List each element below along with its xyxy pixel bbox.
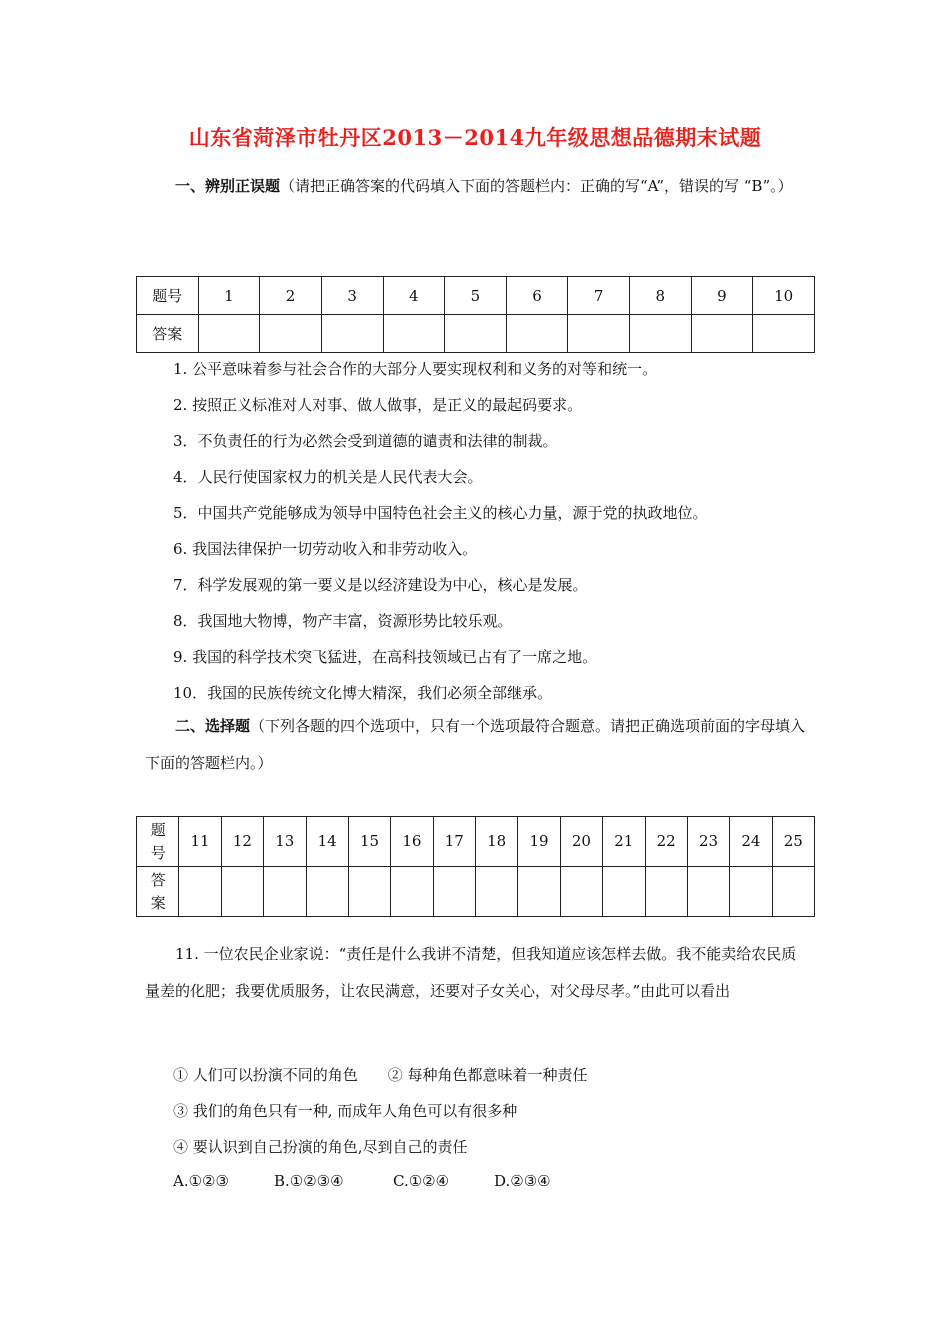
table1-number: 5	[445, 277, 507, 315]
answer-table-1	[136, 276, 815, 353]
q11-options	[173, 1172, 551, 1190]
statement-6: 6. 我国法律保护一切劳动收入和非劳动收入。	[173, 540, 478, 558]
table2-number: 16	[391, 817, 433, 867]
table2-number: 25	[772, 817, 814, 867]
section2-instruction: （下列各题的四个选项中，只有一个选项最符合题意。请把正确选项前面的字母填入下面的答题栏内。）	[145, 717, 806, 772]
table2-number: 17	[433, 817, 475, 867]
table2-number: 21	[603, 817, 645, 867]
table2-number-row	[137, 817, 815, 867]
table2-row-label: 题号	[137, 817, 179, 867]
answer-cell[interactable]	[445, 315, 507, 353]
table1-row-label: 题号	[137, 277, 199, 315]
answer-cell[interactable]	[476, 867, 518, 917]
answer-cell[interactable]	[179, 867, 221, 917]
table1-number: 10	[753, 277, 815, 315]
table2-number: 14	[306, 817, 348, 867]
table1-number: 1	[198, 277, 260, 315]
table2-number: 23	[687, 817, 729, 867]
statement-2: 2. 按照正义标准对人对事、做人做事，是正义的最起码要求。	[173, 396, 583, 414]
statement-9: 9. 我国的科学技术突飞猛进，在高科技领域已占有了一席之地。	[173, 648, 598, 666]
answer-cell[interactable]	[198, 315, 260, 353]
statement-7: 7．科学发展观的第一要义是以经济建设为中心，核心是发展。	[173, 576, 588, 594]
statement-3: 3．不负责任的行为必然会受到道德的谴责和法律的制裁。	[173, 432, 558, 450]
section2-intro	[145, 708, 810, 782]
q11-statement-1: ① 人们可以扮演不同的角色	[173, 1066, 358, 1084]
table1-number: 7	[568, 277, 630, 315]
option-a[interactable]: A.①②③	[173, 1172, 229, 1190]
statement-4: 4．人民行使国家权力的机关是人民代表大会。	[173, 468, 483, 486]
answer-cell[interactable]	[772, 867, 814, 917]
section1-instruction: （请把正确答案的代码填入下面的答题栏内：正确的写“A”，错误的写 “B”。）	[280, 177, 793, 195]
table2-number: 11	[179, 817, 221, 867]
table1-number-row	[137, 277, 815, 315]
table2-number: 12	[221, 817, 263, 867]
answer-cell[interactable]	[260, 315, 322, 353]
answer-cell[interactable]	[221, 867, 263, 917]
answer-cell[interactable]	[264, 867, 306, 917]
answer-cell[interactable]	[687, 867, 729, 917]
answer-cell[interactable]	[391, 867, 433, 917]
statement-10: 10．我国的民族传统文化博大精深，我们必须全部继承。	[173, 684, 553, 702]
table2-number: 20	[560, 817, 602, 867]
statement-1: 1. 公平意味着参与社会合作的大部分人要实现权利和义务的对等和统一。	[173, 360, 658, 378]
table1-number: 3	[321, 277, 383, 315]
page-title: 山东省菏泽市牡丹区2013－2014九年级思想品德期末试题	[188, 125, 762, 150]
answer-cell[interactable]	[730, 867, 772, 917]
answer-cell[interactable]	[433, 867, 475, 917]
answer-cell[interactable]	[306, 867, 348, 917]
table2-number: 19	[518, 817, 560, 867]
table1-answer-row	[137, 315, 815, 353]
q11-statement-4: ④ 要认识到自己扮演的角色,尽到自己的责任	[173, 1138, 468, 1156]
table2-number: 13	[264, 817, 306, 867]
table2-number: 22	[645, 817, 687, 867]
q11-statement-3: ③ 我们的角色只有一种, 而成年人角色可以有很多种	[173, 1102, 518, 1120]
table1-number: 2	[260, 277, 322, 315]
table2-number: 18	[476, 817, 518, 867]
section2-heading: 二、选择题	[175, 717, 251, 735]
answer-cell[interactable]	[560, 867, 602, 917]
answer-cell[interactable]	[321, 315, 383, 353]
statement-8: 8．我国地大物博，物产丰富，资源形势比较乐观。	[173, 612, 513, 630]
table2-answer-label: 答案	[137, 867, 179, 917]
table2-answer-row	[137, 867, 815, 917]
table1-number: 4	[383, 277, 445, 315]
option-b[interactable]: B.①②③④	[274, 1172, 344, 1190]
table2-number: 15	[348, 817, 390, 867]
answer-cell[interactable]	[348, 867, 390, 917]
statement-5: 5．中国共产党能够成为领导中国特色社会主义的核心力量，源于党的执政地位。	[173, 504, 708, 522]
section1-intro	[145, 168, 810, 205]
answer-cell[interactable]	[568, 315, 630, 353]
section1-heading: 一、辨别正误题	[175, 177, 281, 195]
answer-cell[interactable]	[630, 315, 692, 353]
question-11-stem: 11. 一位农民企业家说：“责任是什么我讲不清楚，但我知道应该怎样去做。我不能卖给农民质量差的化肥；我要优质服务，让农民满意，还要对子女关心，对父母尽孝。”由此可以看出	[145, 945, 797, 1000]
answer-cell[interactable]	[383, 315, 445, 353]
answer-cell[interactable]	[645, 867, 687, 917]
q11-statement-2: ② 每种角色都意味着一种责任	[387, 1066, 588, 1084]
q11-statements-row1	[173, 1064, 588, 1085]
option-c[interactable]: C.①②④	[393, 1172, 450, 1190]
table2-number: 24	[730, 817, 772, 867]
table1-number: 8	[630, 277, 692, 315]
answer-table-2	[136, 816, 815, 917]
answer-cell[interactable]	[691, 315, 753, 353]
table1-answer-label: 答案	[137, 315, 199, 353]
table1-number: 9	[691, 277, 753, 315]
answer-cell[interactable]	[753, 315, 815, 353]
option-d[interactable]: D.②③④	[494, 1172, 551, 1190]
answer-cell[interactable]	[518, 867, 560, 917]
table1-number: 6	[506, 277, 568, 315]
answer-cell[interactable]	[506, 315, 568, 353]
answer-cell[interactable]	[603, 867, 645, 917]
